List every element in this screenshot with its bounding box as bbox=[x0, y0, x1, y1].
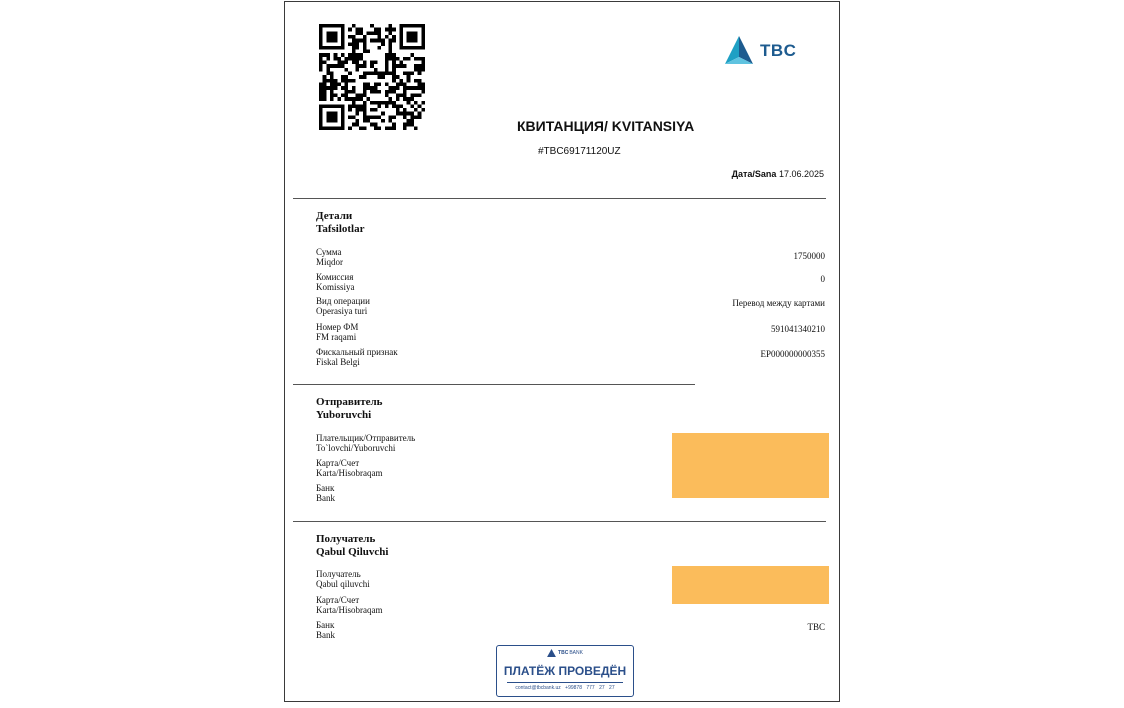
label-ru: Банк bbox=[316, 483, 335, 493]
tbc-logo-text: TBC bbox=[760, 41, 797, 60]
sender-title bbox=[316, 396, 382, 422]
label-uz: To`lovchi/Yuboruvchi bbox=[316, 443, 396, 453]
sender-title-ru: Отправитель bbox=[316, 396, 383, 408]
details-title bbox=[316, 210, 365, 236]
receiver-value-bank: TBC bbox=[807, 622, 825, 632]
label-ru: Банк bbox=[316, 620, 335, 630]
sender-label-bank bbox=[316, 483, 335, 503]
qr-code bbox=[319, 24, 425, 130]
detail-value-fm-number: 591041340210 bbox=[771, 324, 825, 334]
stamp-email: contact@tbcbank.uz bbox=[515, 685, 561, 691]
detail-label-operation-type bbox=[316, 296, 370, 316]
stamp-bank-suffix: BANK bbox=[569, 650, 583, 656]
receipt-title: КВИТАНЦИЯ/ KVITANSIYA bbox=[517, 118, 695, 134]
detail-value-operation-type: Перевод между картами bbox=[732, 298, 825, 308]
receiver-label-card bbox=[316, 595, 382, 615]
label-uz: Bank bbox=[316, 630, 335, 640]
label-ru: Карта/Счет bbox=[316, 595, 360, 605]
detail-label-fiscal-sign bbox=[316, 347, 398, 367]
detail-value-commission: 0 bbox=[820, 274, 825, 284]
sender-label-card bbox=[316, 458, 382, 478]
label-ru: Получатель bbox=[316, 569, 361, 579]
label-uz: Qabul qiluvchi bbox=[316, 579, 370, 589]
detail-label-fm-number bbox=[316, 322, 358, 342]
stamp-divider bbox=[507, 682, 623, 683]
details-title-uz: Tafsilotlar bbox=[316, 223, 365, 235]
tbc-logo bbox=[722, 33, 796, 69]
label-ru: Комиссия bbox=[316, 272, 354, 282]
receiver-title-ru: Получатель bbox=[316, 533, 376, 545]
label-uz: FM raqami bbox=[316, 332, 357, 342]
label-ru: Сумма bbox=[316, 247, 342, 257]
label-ru: Фискальный признак bbox=[316, 347, 398, 357]
payment-completed-stamp bbox=[496, 645, 634, 697]
stamp-bank-logo bbox=[497, 649, 633, 657]
date-value: 17.06.2025 bbox=[778, 169, 824, 179]
redacted-receiver-info bbox=[672, 566, 829, 604]
detail-value-fiscal-sign: EP000000000355 bbox=[760, 349, 825, 359]
divider bbox=[293, 198, 826, 199]
label-uz: Operasiya turi bbox=[316, 306, 368, 316]
receiver-title bbox=[316, 533, 388, 559]
redacted-sender-info bbox=[672, 433, 829, 498]
detail-label-commission bbox=[316, 272, 355, 292]
label-uz: Komissiya bbox=[316, 282, 355, 292]
tbc-small-logo-icon bbox=[547, 649, 556, 657]
details-title-ru: Детали bbox=[316, 210, 353, 222]
receipt-page bbox=[284, 1, 840, 702]
label-uz: Miqdor bbox=[316, 257, 343, 267]
label-ru: Плательщик/Отправитель bbox=[316, 433, 416, 443]
label-ru: Вид операции bbox=[316, 296, 370, 306]
sender-label-payer bbox=[316, 433, 415, 453]
label-uz: Karta/Hisobraqam bbox=[316, 605, 383, 615]
label-uz: Karta/Hisobraqam bbox=[316, 468, 383, 478]
sender-title-uz: Yuboruvchi bbox=[316, 409, 372, 421]
label-uz: Bank bbox=[316, 493, 335, 503]
date-label: Дата/Sana bbox=[731, 169, 777, 179]
detail-value-amount: 1750000 bbox=[793, 251, 825, 261]
detail-label-amount bbox=[316, 247, 343, 267]
stamp-phone: +99878 777 27 27 bbox=[565, 685, 615, 691]
receiver-label-bank bbox=[316, 620, 335, 640]
stamp-bank-name: TBC bbox=[558, 650, 569, 656]
label-ru: Номер ФМ bbox=[316, 322, 359, 332]
label-ru: Карта/Счет bbox=[316, 458, 360, 468]
divider bbox=[293, 384, 695, 385]
divider bbox=[293, 521, 826, 522]
stamp-status: ПЛАТЁЖ ПРОВЕДЁН bbox=[503, 664, 627, 678]
receiver-title-uz: Qabul Qiluvchi bbox=[316, 546, 389, 558]
stamp-contacts bbox=[497, 685, 633, 691]
label-uz: Fiskal Belgi bbox=[316, 357, 360, 367]
tbc-logo-icon bbox=[722, 34, 756, 68]
receipt-date bbox=[732, 169, 824, 179]
receiver-label-recipient bbox=[316, 569, 370, 589]
receipt-number: #TBC69171120UZ bbox=[538, 146, 621, 157]
